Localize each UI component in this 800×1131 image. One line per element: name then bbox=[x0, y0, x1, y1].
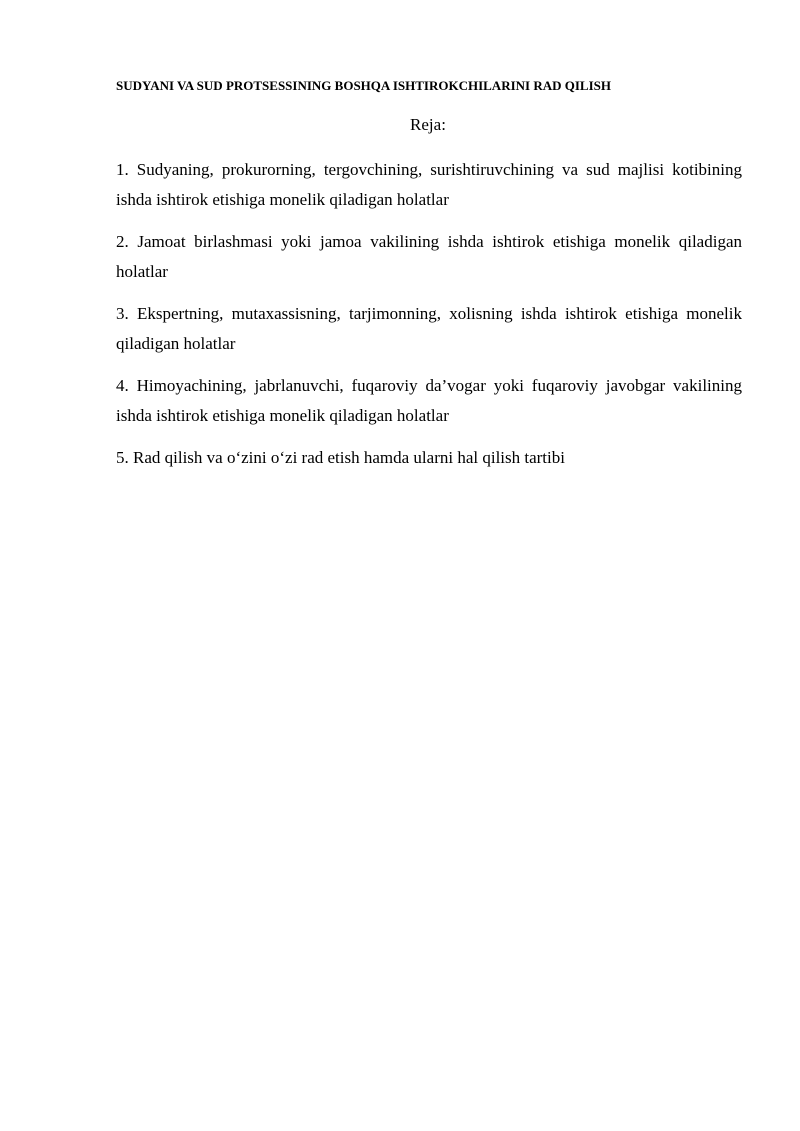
document-title: SUDYANI VA SUD PROTSESSINING BOSHQA ISHTIROKCHILARINI RAD QILISH bbox=[116, 78, 611, 93]
plan-list bbox=[116, 155, 742, 485]
plan-heading: Reja: bbox=[410, 115, 446, 134]
plan-item: 4. Himoyachining, jabrlanuvchi, fuqaroviy da’vogar yoki fuqaroviy javobgar vakilining ishda ishtirok etishiga monelik qiladigan holatlar bbox=[116, 376, 742, 425]
plan-item: 2. Jamoat birlashmasi yoki jamoa vakilining ishda ishtirok etishiga monelik qiladigan holatlar bbox=[116, 232, 742, 281]
plan-item: 3. Ekspertning, mutaxassisning, tarjimonning, xolisning ishda ishtirok etishiga monelik qiladigan holatlar bbox=[116, 304, 742, 353]
plan-item: 5. Rad qilish va o‘zini o‘zi rad etish hamda ularni hal qilish tartibi bbox=[116, 448, 565, 467]
plan-item: 1. Sudyaning, prokurorning, tergovchining, surishtiruvchining va sud majlisi kotibining ishda ishtirok etishiga monelik qiladigan holatlar bbox=[116, 160, 742, 209]
